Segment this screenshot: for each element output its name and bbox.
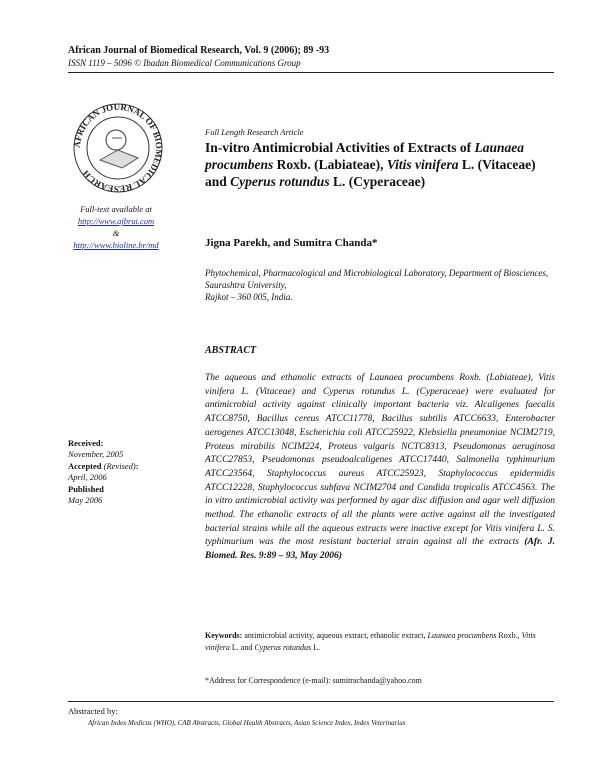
affiliation: Phytochemical, Pharmacological and Microbiological Laboratory, Department of Biosciences, Saurashtra University, Rajkot – 360 005, India. — [205, 268, 549, 302]
fulltext-label: Full-text available at — [80, 204, 152, 214]
published-label: Published — [68, 483, 104, 494]
svg-text:AFRICAN JOURNAL OF BIOMEDICAL: AFRICAN JOURNAL OF BIOMEDICAL RESEARCH — [71, 102, 165, 194]
article-type: Full Length Research Article — [205, 127, 304, 137]
keywords-label: Keywords: — [205, 631, 243, 640]
abstract-heading: ABSTRACT — [205, 345, 257, 356]
bioline-link[interactable]: http://www.bioline.br/md — [73, 240, 159, 250]
article-title: In-vitro Antimicrobial Activities of Extracts of Launaea procumbens Roxb. (Labiateae), Vitis vinifera L. (Vitaceae) and Cyperus rotundus L. (Cyperaceae) — [205, 140, 536, 189]
header-rule — [68, 72, 554, 73]
received-date: November, 2005 — [68, 449, 124, 460]
ajbrui-link[interactable]: http://www.ajbrui.com — [77, 216, 155, 226]
issn-line: ISSN 1119 – 5096 © Ibadan Biomedical Communications Group — [68, 58, 301, 68]
abstracting-indexes: African Index Medicus (WHO), CAB Abstracts, Global Health Abstracts, Asian Science Index, Index Veterinarius — [88, 719, 406, 727]
abstract-text: The aqueous and ethanolic extracts of Launaea procumbens Roxb. (Labiateae), Vitis vinifera L. (Vitaceae) and Cyperus rotundus L. (Cyperaceae) were evaluated for antimicrobial activity against clinically important bacteria viz. Alcaligenes faecalis ATCC8750, Bacillus cereus ATCC11778, Bacillus subtilis ATCC6633, Enterobacter aerogenes ATCC13048, Escherichia coli ATCC25922, Klebsiella pneumoniae NCIM2719, Proteus mirabilis NCIM224, Proteus vulgaris NCTC8313, Pseudomonas aeruginosa ATCC27853, Pseudomonas pseudoalcaligenes ATCC17440, Salmonella typhimurium ATCC23564, Staphylococcus aureus ATCC25923, Staphylococcus epidermidis ATCC12228, Staphylococcus subfava NCIM2704 and Candida tropicalis ATCC4563. The in vitro antimicrobial activity was performed by agar disc diffusion and agar well diffusion method. The ethanolic extracts of all the plants were active against all the investigated bacterial strains while all the aqueous extracts were inactive except for Vitis vinifera L. S. typhimurium was the most resistant bacterial strain against all the extracts — [205, 373, 555, 548]
abstracted-by-label: Abstracted by: — [68, 706, 118, 716]
article-dates: Received: November, 2005 Accepted (Revised): April, 2006 Published May 2006 — [68, 438, 139, 506]
journal-citation-line: African Journal of Biomedical Research, Vol. 9 (2006); 89 -93 — [68, 45, 330, 56]
accepted-date: April, 2006 — [68, 472, 107, 483]
authors: Jigna Parekh, and Sumitra Chanda* — [205, 237, 378, 249]
published-date: May 2006 — [68, 495, 103, 506]
journal-logo — [66, 102, 170, 194]
journal-seal-icon — [66, 102, 170, 194]
abstract-body — [205, 372, 555, 564]
accepted-note: (Revised) — [103, 460, 136, 471]
footer-rule — [68, 701, 554, 702]
fulltext-availability — [52, 203, 180, 251]
received-label: Received — [68, 438, 101, 448]
ampersand: & — [112, 228, 120, 238]
accepted-label: Accepted — [68, 460, 102, 471]
correspondence-address: *Address for Correspondence (e-mail): sumitrachanda@yahoo.com — [205, 676, 422, 685]
keywords: Keywords: antimicrobial activity, aqueous extract, ethanolic extract, Launaea procumbens Roxb., Vitis vinifera L. and Cyperus rotundus L. — [205, 631, 536, 652]
abstract-citation: (Afr. J. Biomed. Res. 9:89 – 93, May 2006) — [205, 537, 555, 562]
